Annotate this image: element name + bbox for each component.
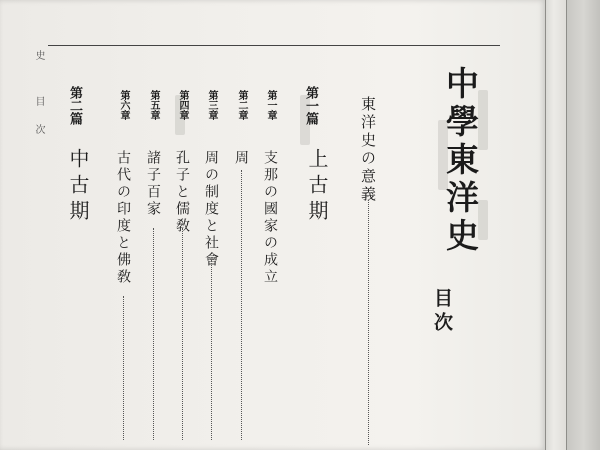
- chapter-5-label: 第五章: [148, 90, 159, 120]
- chapter-3-title: 周の制度と社會: [203, 150, 219, 269]
- leader-dots: [182, 228, 183, 440]
- chapter-4-label: 第四章: [177, 90, 188, 120]
- running-head-moku: 目: [33, 96, 44, 107]
- leader-dots: [153, 228, 154, 440]
- leader-dots: [123, 296, 124, 440]
- leader-dots: [241, 170, 242, 440]
- book-title: 中學東洋史: [441, 66, 480, 256]
- book-subtitle: 目次: [431, 288, 453, 336]
- chapter-2-title: 周: [233, 150, 249, 167]
- chapter-6-title: 古代の印度と佛敎: [115, 150, 131, 286]
- leader-dots: [211, 260, 212, 440]
- chapter-4-title: 孔子と儒敎: [174, 150, 190, 235]
- running-head-ji: 次: [33, 124, 44, 135]
- chapter-1-title: 支那の國家の成立: [262, 150, 278, 286]
- part-1-label: 第一篇: [303, 86, 318, 125]
- page-edge-line: [545, 0, 546, 450]
- chapter-1-label: 第一章: [265, 90, 276, 120]
- page-edge: [545, 0, 567, 450]
- book-cover-edge: [567, 0, 600, 450]
- part-2-label: 第二篇: [67, 86, 82, 125]
- part-2-title: 中古期: [66, 148, 90, 226]
- part-1-title: 上古期: [305, 148, 329, 226]
- header-rule: [48, 45, 500, 46]
- chapter-3-label: 第三章: [206, 90, 217, 120]
- running-head-shi: 史: [33, 50, 44, 61]
- chapter-6-label: 第六章: [118, 90, 129, 120]
- chapter-2-label: 第二章: [236, 90, 247, 120]
- leader-dots: [368, 200, 369, 445]
- chapter-5-title: 諸子百家: [145, 150, 161, 218]
- intro-title: 東洋史の意義: [359, 96, 377, 204]
- page-edge-line: [566, 0, 567, 450]
